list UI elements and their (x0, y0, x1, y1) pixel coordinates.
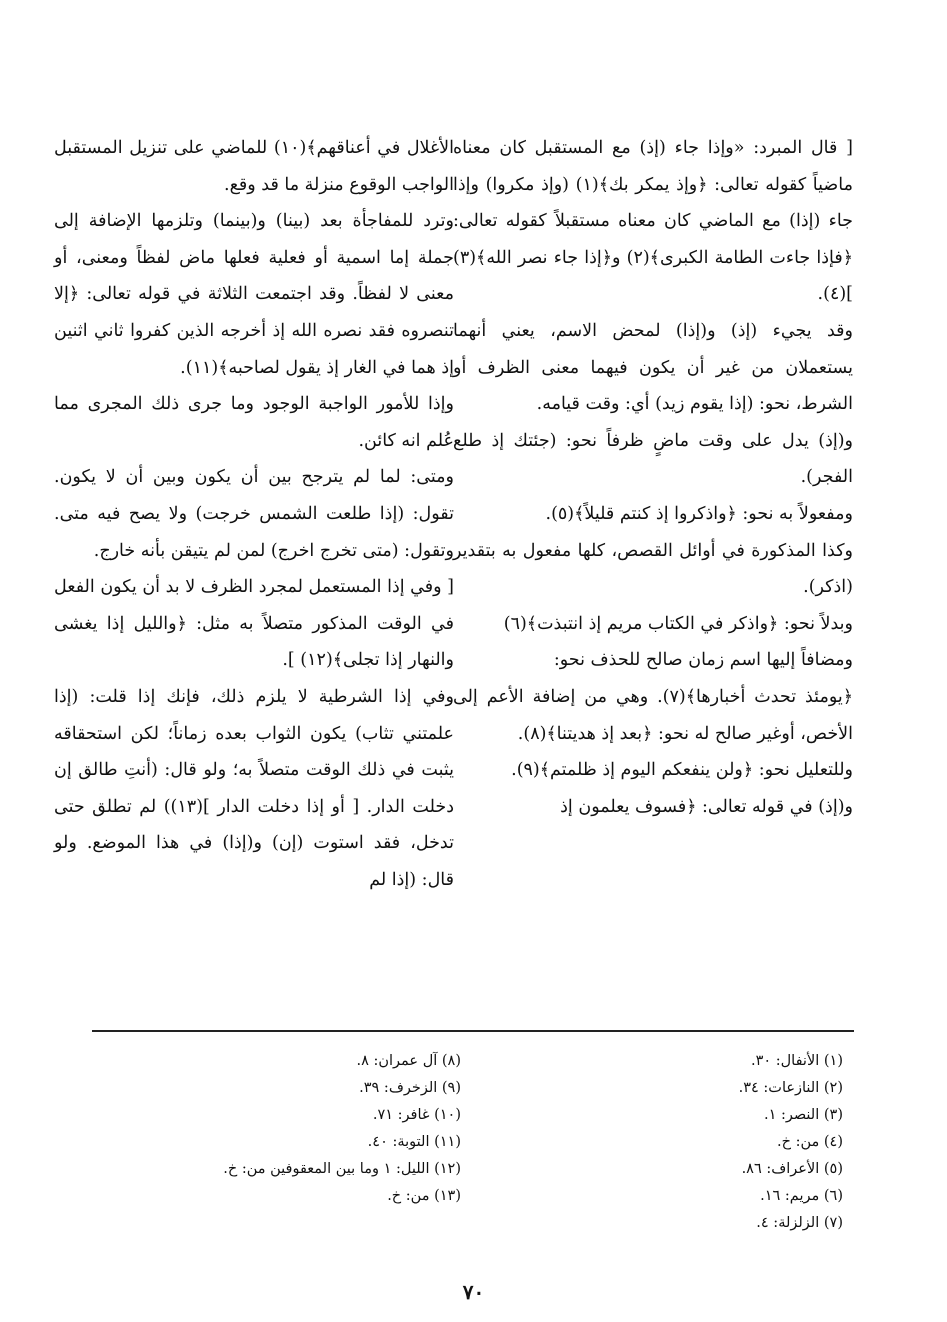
footnote: (٨) آل عمران: ٨. (356, 1053, 461, 1069)
paragraph: وكذا المذكورة في أوائل القصص، كلها مفعول به بتقدير (اذكر). (453, 540, 853, 598)
footnote: (٩) الزخرف: ٣٩. (359, 1080, 461, 1096)
paragraph: وإذا للأمور الواجبة الوجود وما جرى ذلك المجرى مما عُلم انه كائن. (54, 394, 454, 451)
paragraph: و(إذ) يدل على وقت ماضٍ ظرفاً نحو: (جئتك إذ طلع الفجر). (453, 430, 853, 488)
footnote: (٥) الأعراف: ٨٦. (741, 1161, 843, 1177)
footnote-divider (92, 1030, 854, 1032)
page-number: ٧٠ (462, 1280, 485, 1304)
paragraph: وبدلاً نحو: ﴿واذكر في الكتاب مريم إذ انتبذت﴾(٦) (503, 613, 853, 634)
paragraph: وفي إذا الشرطية لا يلزم ذلك، فإنك إذا قلت: (إذا علمتني تثاب) يكون الثواب بعده زماناً؛ لكن استحقاقه يثبت في ذلك الوقت متصلاً به؛ ولو قال: (أنتِ طالق إن دخلت الدار. [ أو إذا دخلت الدار ](١٣)) لم تطلق حتى تدخل، فقد استوت (إن) و(إذا) في هذا الموضع. ولو قال: (إذا لم (54, 686, 454, 890)
paragraph: وقد يجيء (إذ) و(إذا) لمحض الاسم، يعني أنهما يستعملان من غير أن يكون فيهما معنى الظرف أو الشرط، نحو: (إذا يقوم زيد) أي: وقت قيامه. (453, 320, 853, 415)
footnotes-left (131, 1048, 461, 1210)
paragraph: وللتعليل نحو: ﴿ولن ينفعكم اليوم إذ ظلمتم﴾(٩). (511, 760, 853, 781)
paragraph: ومضافاً إليها اسم زمان صالح للحذف نحو: (553, 650, 853, 671)
footnote: (٤) من: خ. (776, 1134, 843, 1150)
paragraph: [ قال المبرد: «وإذا جاء (إذ) مع المستقبل كان معناه ماضياً كقوله تعالى: ﴿وإذ يمكر بك﴾(١) (وإذ مكروا) وإذا جاء (إذا) مع الماضي كان معناه مستقبلاً كقوله تعالى: ﴿فإذا جاءت الطامة الكبرى﴾(٢) و﴿إذا جاء نصر الله﴾(٣) ](٤). (453, 138, 853, 305)
paragraph: ومفعولاً به نحو: ﴿واذكروا إذ كنتم قليلاً﴾(٥). (545, 503, 853, 524)
paragraph: وترد للمفاجأة بعد (بينا) و(بينما) وتلزمها الإضافة إلى جملة إما اسمية أو فعلية فعلها ماض لفظاً ومعنى، أو معنى لا لفظاً. وقد اجتمعت الثلاثة في قوله تعالى: ﴿إلا تنصروه فقد نصره الله إذ أخرجه الذين كفروا ثاني اثنين إذ هما في الغار إذ يقول لصاحبه﴾(١١). (54, 211, 454, 378)
paragraph: و(إذ) في قوله تعالى: ﴿فسوف يعلمون إذ (560, 796, 853, 817)
text-column-right (453, 130, 853, 825)
paragraph: ﴿يومئذ تحدث أخبارها﴾(٧). وهي من إضافة الأعم إلى الأخص، أوغير صالح له نحو: ﴿بعد إذ هديتنا﴾(٨). (453, 686, 853, 744)
footnote: (٣) النصر: ١. (763, 1107, 843, 1123)
paragraph: ومتى: لما لم يترجح بين أن يكون وبين أن لا يكون. تقول: (إذا طلعت الشمس خرجت) ولا يصح فيه متى. وتقول: (متى تخرج اخرج) لمن لم يتيقن بأنه خارج. (54, 467, 454, 561)
paragraph: الأغلال في أعناقهم﴾(١٠) للماضي على تنزيل المستقبل الواجب الوقوع منزلة ما قد وقع. (54, 138, 454, 195)
footnote: (١١) التوبة: ٤٠. (367, 1134, 461, 1150)
footnote: (٧) الزلزلة: ٤. (756, 1215, 843, 1231)
footnote: (٦) مريم: ١٦. (760, 1188, 843, 1204)
paragraph: [ وفي إذا المستعمل لمجرد الظرف لا بد أن يكون الفعل في الوقت المذكور متصلاً به مثل: ﴿والليل إذا يغشى والنهار إذا تجلى﴾(١٢) ]. (54, 577, 454, 671)
text-column-left (54, 130, 454, 898)
footnote: (١٢) الليل: ١ وما بين المعقوفين من: خ. (223, 1161, 461, 1177)
footnote: (١) الأنفال: ٣٠. (750, 1053, 843, 1069)
footnote: (١٠) غافر: ٧١. (372, 1107, 461, 1123)
footnote: (١٣) من: خ. (387, 1188, 461, 1204)
footnote: (٢) النازعات: ٣٤. (738, 1080, 843, 1096)
footnotes-right (513, 1048, 843, 1237)
